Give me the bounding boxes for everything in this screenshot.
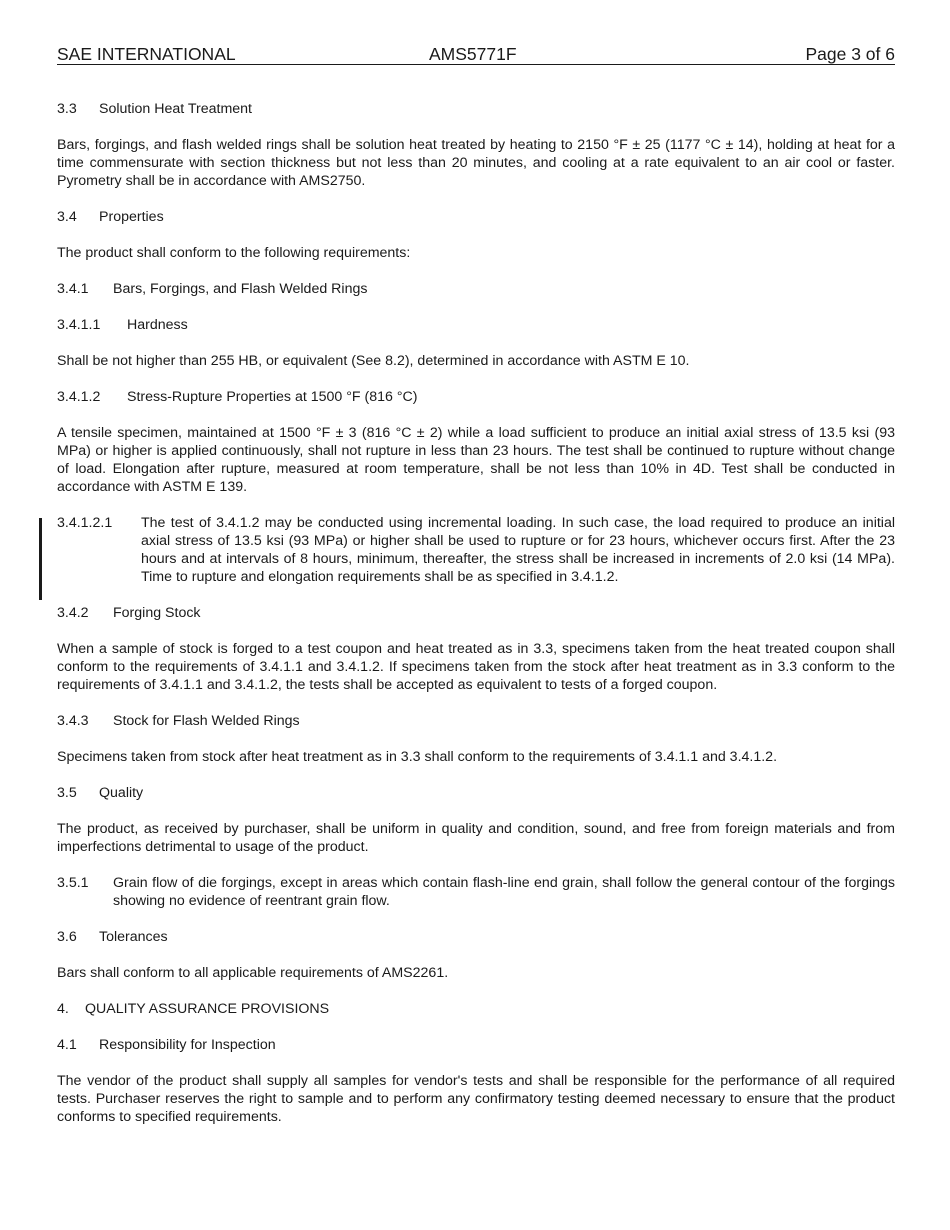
- section-number: 4.1: [57, 1037, 77, 1053]
- section-body-3-5: The product, as received by purchaser, shall be uniform in quality and condition, sound, and free from foreign materials and from imperfections detrimental to usage of the product.: [57, 821, 895, 855]
- section-heading-3-4-1: [57, 280, 895, 298]
- header-org: SAE INTERNATIONAL: [57, 44, 236, 64]
- revision-change-bar: [39, 518, 42, 600]
- section-heading-3-4-1-1: [57, 316, 895, 334]
- header-doc-number: AMS5771F: [429, 44, 517, 64]
- section-heading-3-6: [57, 928, 895, 946]
- section-number: 4.: [57, 1001, 69, 1017]
- section-heading-3-4-1-2: [57, 388, 895, 406]
- section-number: 3.3: [57, 101, 77, 117]
- section-heading-3-4-2: [57, 604, 895, 622]
- section-number: 3.5: [57, 785, 77, 801]
- section-number: 3.4.3: [57, 713, 89, 729]
- section-number: 3.4.1: [57, 281, 89, 297]
- section-number: 3.4.1.1: [57, 317, 101, 333]
- section-number: 3.5.1: [57, 875, 89, 891]
- document-page: [57, 44, 895, 1126]
- section-heading-3-4: [57, 208, 895, 226]
- section-title: Bars, Forgings, and Flash Welded Rings: [113, 281, 368, 297]
- section-3-5-1: [57, 874, 895, 910]
- section-number: 3.4.2: [57, 605, 89, 621]
- section-heading-3-5: [57, 784, 895, 802]
- section-body: Grain flow of die forgings, except in areas which contain flash-line end grain, shall follow the general contour of the forgings showing no evidence of reentrant grain flow.: [113, 875, 895, 909]
- section-body-3-6: Bars shall conform to all applicable requirements of AMS2261.: [57, 965, 449, 981]
- page-header: [57, 44, 895, 65]
- section-number: 3.6: [57, 929, 77, 945]
- section-title: Responsibility for Inspection: [99, 1037, 276, 1053]
- document-body: [57, 100, 895, 1126]
- section-body-3-4-1-2: A tensile specimen, maintained at 1500 °F ± 3 (816 °C ± 2) while a load sufficient to produce an initial axial stress of 13.5 ksi (93 MPa) or higher is applied continuously, shall not rupture in less than 23 hours. The test shall be continued to rupture without change of load. Elongation after rupture, measured at room temperature, shall be not less than 10% in 4D. Test shall be conducted in accordance with ASTM E 139.: [57, 425, 895, 495]
- section-heading-3-4-3: [57, 712, 895, 730]
- section-title: Properties: [99, 209, 164, 225]
- section-title: QUALITY ASSURANCE PROVISIONS: [85, 1001, 330, 1017]
- section-title: Quality: [99, 785, 144, 801]
- section-body-3-4-1-1: Shall be not higher than 255 HB, or equivalent (See 8.2), determined in accordance with ASTM E 10.: [57, 353, 690, 369]
- section-3-4-1-2-1: [57, 514, 895, 586]
- header-page-number: Page 3 of 6: [805, 44, 895, 64]
- section-heading-4: [57, 1000, 895, 1018]
- section-body-3-4-3: Specimens taken from stock after heat treatment as in 3.3 shall conform to the requirements of 3.4.1.1 and 3.4.1.2.: [57, 749, 778, 765]
- section-body-4-1: The vendor of the product shall supply all samples for vendor's tests and shall be responsible for the performance of all required tests. Purchaser reserves the right to sample and to perform any confirmatory testing deemed necessary to ensure that the product conforms to specified requirements.: [57, 1073, 895, 1125]
- section-number: 3.4.1.2: [57, 389, 101, 405]
- section-heading-3-3: [57, 100, 895, 118]
- section-title: Stock for Flash Welded Rings: [113, 713, 300, 729]
- section-number: 3.4: [57, 209, 77, 225]
- section-number: 3.4.1.2.1: [57, 515, 113, 531]
- section-heading-4-1: [57, 1036, 895, 1054]
- section-title: Stress-Rupture Properties at 1500 °F (816 °C): [127, 389, 418, 405]
- section-body-3-4-2: When a sample of stock is forged to a test coupon and heat treated as in 3.3, specimens taken from the heat treated coupon shall conform to the requirements of 3.4.1.1 and 3.4.1.2. If specimens taken from the stock after heat treatment as in 3.3 conform to the requirements of 3.4.1.1 and 3.4.1.2, the tests shall be accepted as equivalent to tests of a forged coupon.: [57, 641, 895, 693]
- section-body-3-4: The product shall conform to the following requirements:: [57, 245, 411, 261]
- section-body-3-3: Bars, forgings, and flash welded rings shall be solution heat treated by heating to 2150 °F ± 25 (1177 °C ± 14), holding at heat for a time commensurate with section thickness but not less than 20 minutes, and cooling at a rate equivalent to an air cool or faster. Pyrometry shall be in accordance with AMS2750.: [57, 137, 895, 189]
- section-title: Tolerances: [99, 929, 168, 945]
- section-title: Hardness: [127, 317, 188, 333]
- section-title: Forging Stock: [113, 605, 201, 621]
- section-title: Solution Heat Treatment: [99, 101, 252, 117]
- section-body: The test of 3.4.1.2 may be conducted using incremental loading. In such case, the load required to produce an initial axial stress of 13.5 ksi (93 MPa) or higher shall be used to rupture or for 23 hours, whichever occurs first. After the 23 hours and at intervals of 8 hours, minimum, thereafter, the stress shall be increased in increments of 2.0 ksi (14 MPa). Time to rupture and elongation requirements shall be as specified in 3.4.1.2.: [141, 515, 895, 585]
